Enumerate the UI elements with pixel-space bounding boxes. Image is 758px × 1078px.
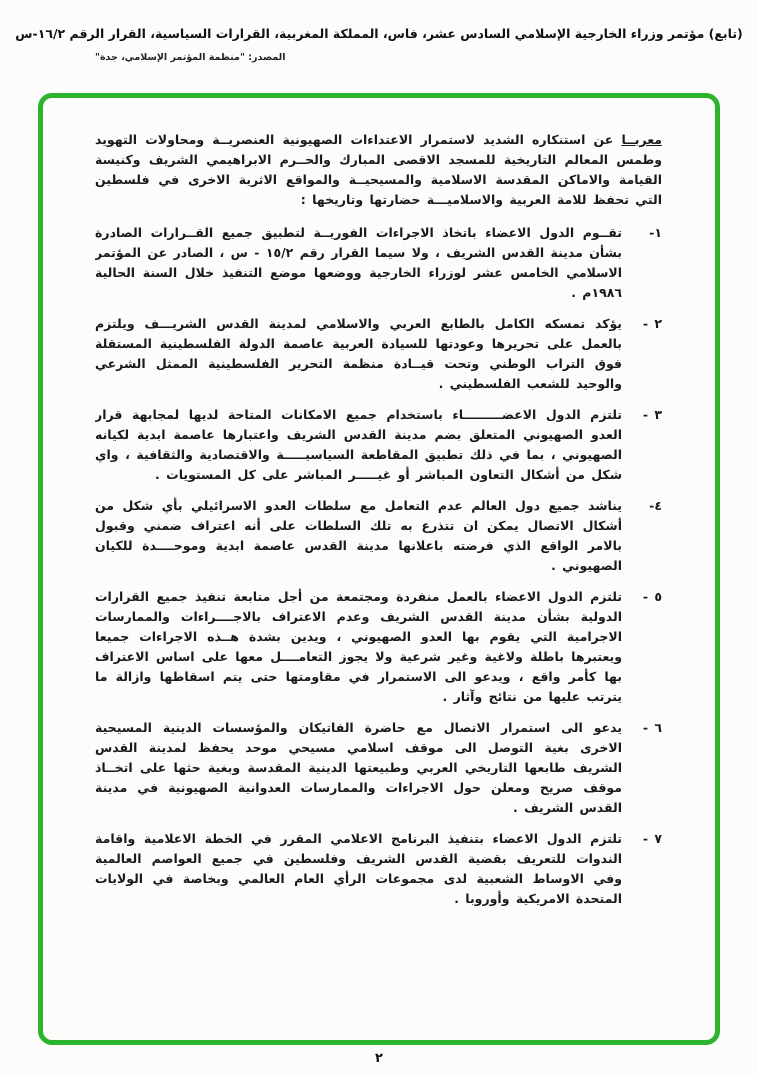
- document-body: [95, 130, 662, 1035]
- resolution-item-4: [95, 496, 662, 576]
- preamble-lead-word: معربــا: [621, 132, 662, 147]
- resolution-item-5: [95, 587, 662, 707]
- item-text: تقــوم الدول الاعضاء باتخاذ الاجراءات الفوريــة لتطبيق جميع القــرارات الصادرة بشأن مدينة القدس الشريف ، ولا سيما القرار رقم ١٥/٢ - س ، الصادر عن المؤتمر الاسلامي الخامس عشر لوزراء الخارجية ووضعها موضع التنفيذ خلال السنة الحالية ١٩٨٦م .: [95, 225, 622, 300]
- resolution-item-6: [95, 718, 662, 818]
- resolution-item-2: [95, 314, 662, 394]
- resolution-item-7: [95, 829, 662, 909]
- item-text: يناشد جميع دول العالم عدم التعامل مع سلطات العدو الاسرائيلي بأي شكل من أشكال الاتصال يمكن ان تتذرع به تلك السلطات على أنه اعتراف ضمني وقبول بالامر الواقع الذي فرضته باعلانها مدينة القدس عاصمة ابدية وموحــــدة للكيان الصهيوني .: [95, 498, 622, 573]
- resolution-item-3: [95, 405, 662, 485]
- item-number: ٧ -: [642, 831, 662, 846]
- item-text: تلتزم الدول الاعضاء بالعمل منفردة ومجتمعة من أجل متابعة تنفيذ جميع القرارات الدولية بشأن مدينة القدس الشريف وعدم الاعتراف بالاجــــراءات والممارسات الاجرامية التي يقوم بها العدو الصهيوني ، ويدين بشدة هــذه الاجراءات جميعا ويعتبرها باطلة ولاغية وغير شرعية ولا يجوز التعامــــل معها على اساس الاعتراف بها كأمر واقع ، ويدعو الى الاستمرار في مقاومتها حتى يتم اسقاطها وازالة ما يترتب عليها من نتائج وآثار .: [95, 589, 622, 704]
- document-source-line: المصدر: "منظمة المؤتمر الإسلامي، جدة": [95, 52, 286, 63]
- item-number: ٢ -: [642, 316, 662, 331]
- document-header-title: (تابع) مؤتمر وزراء الخارجية الإسلامي السادس عشر، فاس، المملكة المغربية، القرارات السياسية، القرار الرقم ١٦/٢-س: [15, 26, 743, 41]
- item-number: ٤-: [649, 498, 662, 513]
- page-number: ٢: [375, 1051, 383, 1066]
- resolution-item-1: [95, 223, 662, 303]
- item-text: يؤكد تمسكه الكامل بالطابع العربي والاسلامي لمدينة القدس الشريـــف ويلتزم بالعمل على تحريرها وعودتها للسيادة العربية عاصمة الدولة الفلسطينية المستقلة فوق التراب الوطني وتحت قيــادة منظمة التحرير الفلسطينية الممثل الشرعي والوحيد للشعب الفلسطيني .: [95, 316, 622, 391]
- preamble-paragraph: [95, 130, 662, 210]
- item-number: ٦ -: [642, 720, 662, 735]
- item-number: ١-: [649, 225, 662, 240]
- item-text: تلتزم الدول الاعضـــــــــاء باستخدام جميع الامكانات المتاحة لديها لمجابهة قرار العدو الصهيوني المتعلق بضم مدينة القدس الشريف واعتبارها عاصمة ابدية لكيانه الصهيوني ، بما في ذلك تطبيق المقاطعة السياسيـــــة والاقتصادية والثقافية ، واي شكل من أشكال التعاون المباشر أو غيـــــر المباشر على كل المستويات .: [95, 407, 622, 482]
- preamble-text: عن استنكاره الشديد لاستمرار الاعتداءات الصهيونية العنصريــة ومحاولات التهويد وطمس المعالم التاريخية للمسجد الاقصى المبارك والحــرم الابراهيمي الشريف وكنيسة القيامة والاماكن المقدسة الاسلامية والمسيحيــة والمواقع الاثرية الاخرى في فلسطين التي تحفظ للامة العربية والاسلاميـــة حضارتها وتاريخها :: [95, 132, 662, 207]
- item-number: ٣ -: [642, 407, 662, 422]
- item-text: تلتزم الدول الاعضاء بتنفيذ البرنامج الاعلامي المقرر في الخطة الاعلامية واقامة الندوات للتعريف بقضية القدس الشريف وفلسطين في جميع العواصم العالمية وفي الاوساط الشعبية لدى مجموعات الرأي العام العالمي وبخاصة في الولايات المتحدة الامريكية وأوروبا .: [95, 831, 622, 906]
- item-text: يدعو الى استمرار الاتصال مع حاضرة الفاتيكان والمؤسسات الدينية المسيحية الاخرى بغية التوصل الى موقف اسلامي مسيحي موحد يحفظ لمدينة القدس الشريف طابعها التاريخي العربي وطبيعتها الدينية المقدسة وبغية حثها على اتخــاذ موقف صريح ومعلن حول الاجراءات والممارسات العدوانية الصهيونية في مدينة القدس الشريف .: [95, 720, 622, 815]
- item-number: ٥ -: [642, 589, 662, 604]
